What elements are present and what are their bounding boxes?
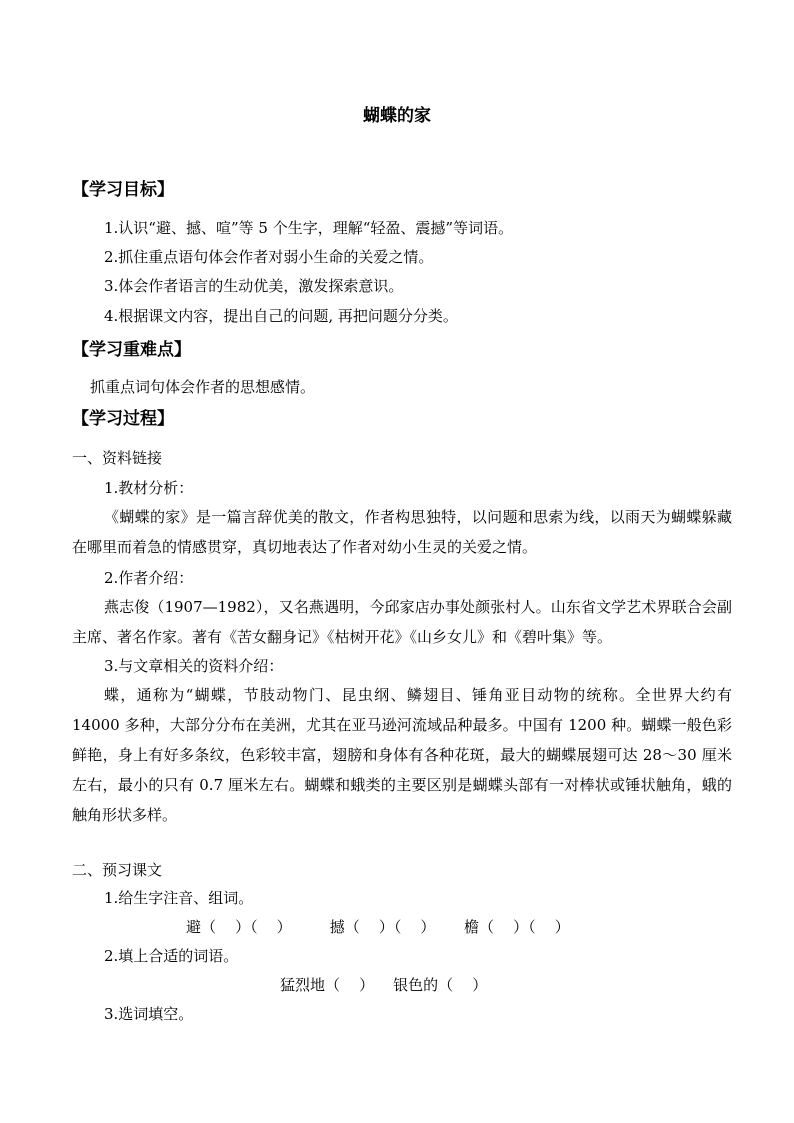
part2-q3-title: 3.选词填空。	[104, 1005, 194, 1023]
part2-q2-title: 2.填上合适的词语。	[104, 947, 239, 965]
heading-key-points: 【学习重难点】	[72, 340, 191, 360]
part2-q1-blanks: 避（ ）（ ） 撼（ ）（ ） 檐（ ）（ ）	[186, 918, 570, 936]
objective-item-3: 3.体会作者语言的生动优美，激发探索意识。	[104, 277, 404, 295]
heading-objectives: 【学习目标】	[72, 180, 174, 200]
key-points-text: 抓重点词句体会作者的思想感情。	[90, 378, 316, 396]
part1-sub3-title: 3.与文章相关的资料介绍：	[104, 657, 284, 675]
part1-sub1-title: 1.教材分析：	[104, 479, 194, 497]
document-title: 蝴蝶的家	[363, 106, 431, 126]
objective-item-2: 2.抓住重点语句体会作者对弱小生命的关爱之情。	[104, 248, 434, 266]
part2-q2-blanks: 猛烈地（ ） 银色的（ ）	[280, 976, 488, 994]
part1-sub2-text: 燕志俊（1907—1982），又名燕遇明，今邱家店办事处颜张村人。山东省文学艺术界联合会副主席、著名作家。著有《苦女翻身记》《枯树开花》《山乡女儿》和《碧叶集》等。	[72, 598, 732, 646]
part2-heading: 二、预习课文	[72, 861, 163, 879]
heading-process: 【学习过程】	[72, 409, 174, 429]
objective-item-4: 4.根据课文内容，提出自己的问题, 再把问题分分类。	[104, 307, 458, 325]
part2-q1-title: 1.给生字注音、组词。	[104, 889, 254, 907]
part1-heading: 一、资料链接	[72, 449, 163, 467]
part1-sub3-text: 蝶，通称为“蝴蝶，节肢动物门、昆虫纲、鳞翅目、锤角亚目动物的统称。全世界大约有 14000 多种，大部分分布在美洲，尤其在亚马逊河流域品种最多。中国有 1200 种。蝴蝶一般色彩鲜艳，身上有好多条纹，色彩较丰富，翅膀和身体有各种花斑，最大的蝴蝶展翅可达 28～30 厘米左右，最小的只有 0.7 厘米左右。蝴蝶和蛾类的主要区别是蝴蝶头部有一对棒状或锤状触角，蛾的触角形状多样。	[72, 686, 732, 824]
part1-sub2-title: 2.作者介绍：	[104, 569, 194, 587]
part1-sub1-text: 《蝴蝶的家》是一篇言辞优美的散文，作者构思独特，以问题和思索为线，以雨天为蝴蝶躲藏在哪里而着急的情感贯穿，真切地表达了作者对幼小生灵的关爱之情。	[72, 508, 732, 556]
objective-item-1: 1.认识“避、撼、喧”等 5 个生字，理解“轻盈、震撼”等词语。	[104, 219, 514, 237]
